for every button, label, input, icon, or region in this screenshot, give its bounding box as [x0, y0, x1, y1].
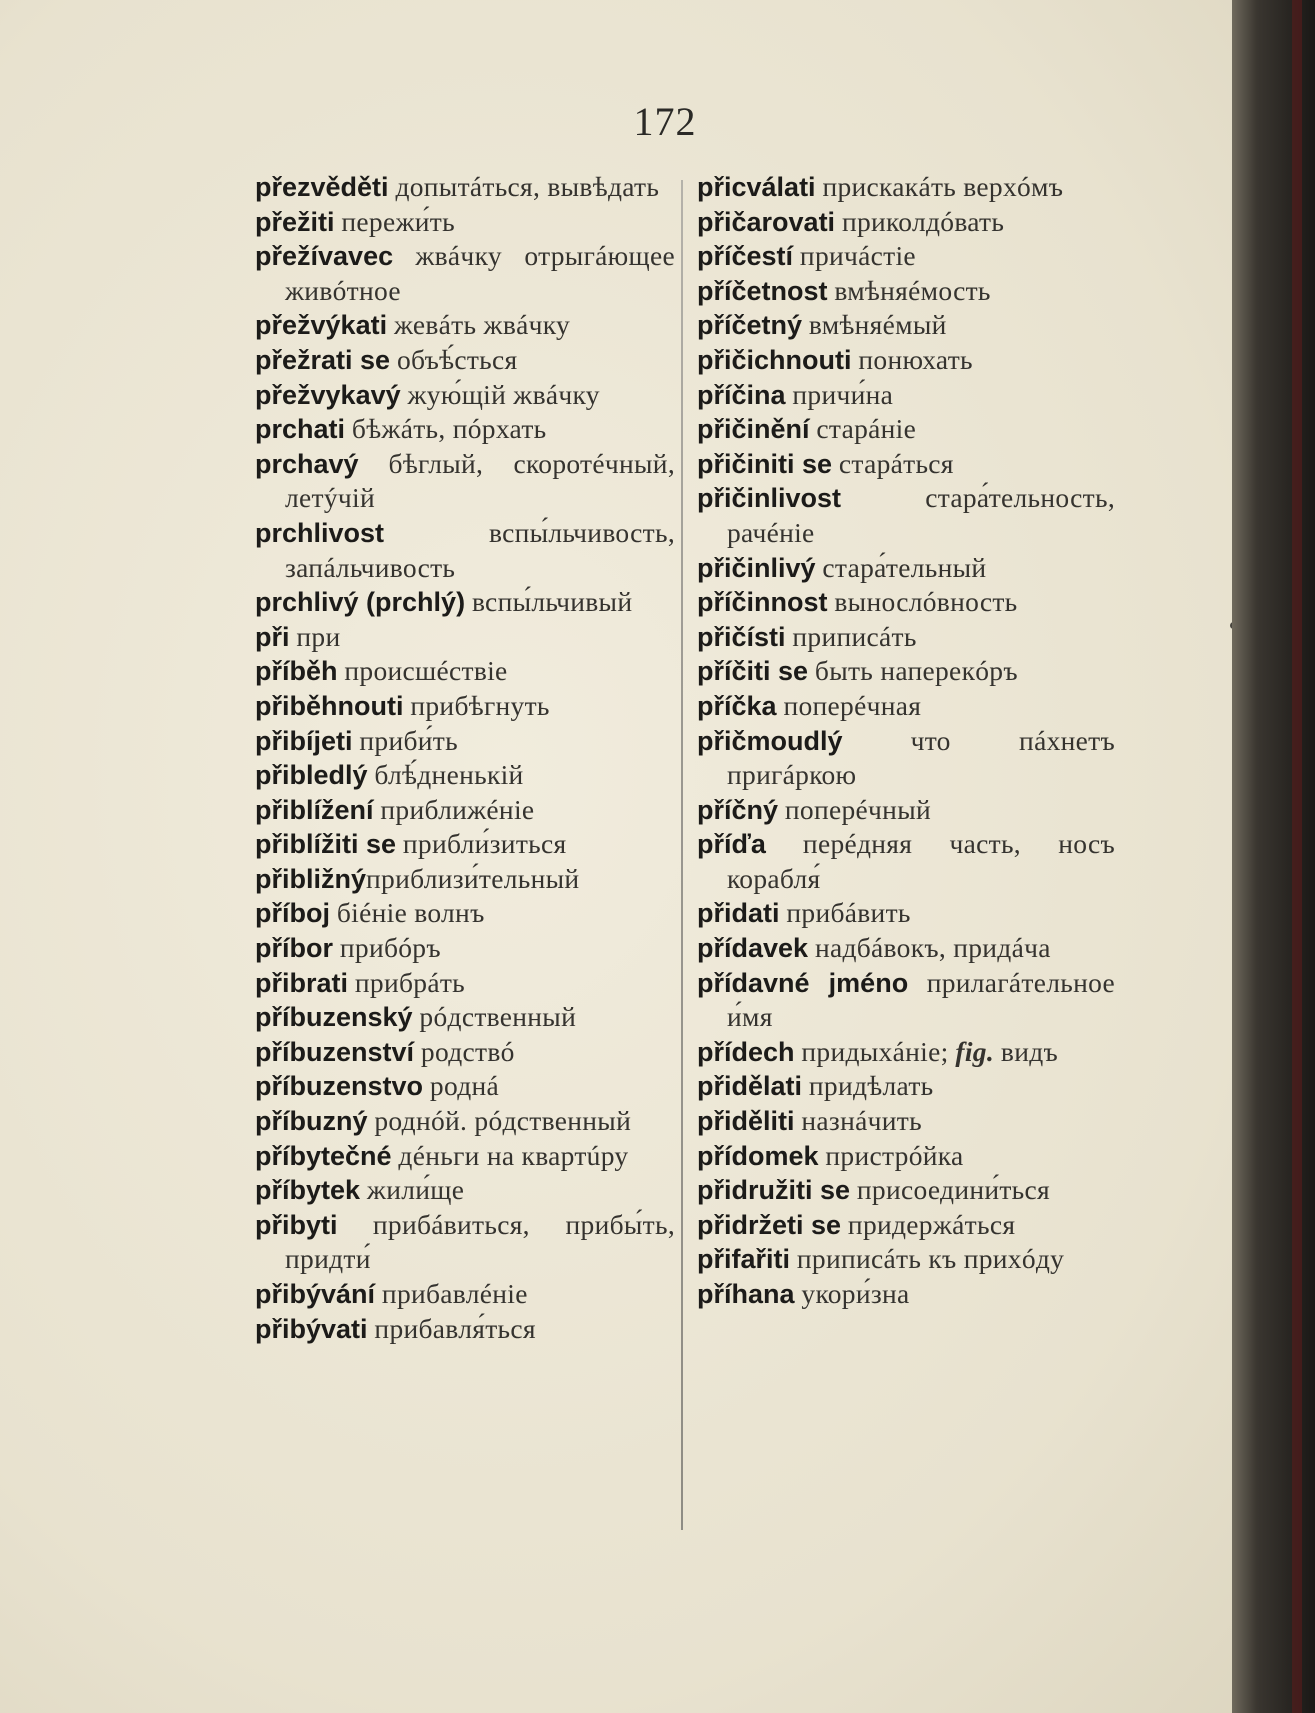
- headword: přežiti: [255, 206, 335, 237]
- headword: přifařiti: [697, 1244, 791, 1275]
- dictionary-entry: [697, 447, 1115, 482]
- headword: přičinění: [697, 414, 810, 445]
- dictionary-entry: [697, 966, 1115, 1035]
- dictionary-column-right: [697, 170, 1115, 1312]
- dictionary-entry: [697, 378, 1115, 413]
- dictionary-entry: [255, 1104, 675, 1139]
- headword: přezvěděti: [255, 172, 389, 202]
- binding-strip: [1292, 0, 1302, 1713]
- dictionary-entry: [255, 170, 675, 205]
- translation: причáстіе: [799, 240, 916, 272]
- headword: přibíjeti: [255, 725, 353, 756]
- headword: příbuzenstvo: [255, 1071, 424, 1102]
- headword: přiběhnouti: [255, 690, 404, 721]
- dictionary-entry: [697, 1104, 1115, 1139]
- translation: приколдóвать: [841, 205, 1005, 237]
- dictionary-entry: [697, 170, 1115, 205]
- translation: старáніе: [816, 413, 917, 445]
- dictionary-entry: [255, 516, 675, 585]
- headword: přičiniti se: [697, 448, 833, 479]
- headword: přídomek: [697, 1140, 819, 1171]
- dictionary-entry: [255, 896, 675, 931]
- translation: приблизи́тельный: [366, 862, 580, 894]
- translation: поперéчный: [784, 793, 931, 825]
- dictionary-entry: [697, 205, 1115, 240]
- dictionary-entry: [697, 1242, 1115, 1277]
- translation: прискакáть верхóмъ: [822, 171, 1064, 202]
- translation: роднá: [429, 1070, 500, 1102]
- translation: роднóй. рóдственный: [374, 1105, 632, 1137]
- translation: родствó: [420, 1035, 515, 1067]
- dictionary-entry: [697, 1173, 1115, 1208]
- translation: старáться: [838, 447, 954, 479]
- dictionary-entry: [697, 274, 1115, 309]
- dictionary-entry: [255, 1139, 675, 1174]
- translation: прибáвить: [786, 897, 911, 929]
- dictionary-entry: [697, 239, 1115, 274]
- translation: вмѣняéмый: [808, 309, 947, 341]
- translation: бѣглый, скоротéчный, летýчій: [285, 447, 675, 514]
- headword: přežrati se: [255, 344, 391, 375]
- headword: příčetnost: [697, 275, 828, 306]
- headword: příčestí: [697, 241, 794, 272]
- translation: дéньги на квартúру: [398, 1139, 629, 1171]
- dictionary-entry: [255, 758, 675, 793]
- translation: жую́щій жвáчку: [407, 378, 600, 410]
- translation: прибли́зиться: [402, 828, 567, 860]
- headword: příbytečné: [255, 1140, 392, 1171]
- dictionary-entry: [255, 793, 675, 828]
- dictionary-entry: [255, 1035, 675, 1070]
- headword: příčný: [697, 794, 779, 825]
- headword: příčetný: [697, 310, 803, 341]
- headword: přídavné jméno: [697, 967, 909, 998]
- page-edge-shadow: [1232, 0, 1315, 1713]
- dictionary-entry: [255, 620, 675, 655]
- headword: prchlivý (prchlý): [255, 587, 466, 618]
- translation: жвáчку отрыгáющее живóтное: [285, 240, 675, 306]
- translation: стара́тельный: [822, 551, 987, 583]
- dictionary-entry: [697, 1035, 1115, 1070]
- translation: происшéствіе: [344, 655, 508, 687]
- translation: пережи́ть: [341, 205, 455, 237]
- translation: что пáхнетъ пригáркою: [727, 724, 1115, 791]
- dictionary-entry: [697, 931, 1115, 966]
- headword: přiblížení: [255, 794, 374, 825]
- dictionary-entry: [255, 378, 675, 413]
- headword: přičísti: [697, 621, 786, 652]
- dictionary-entry: [255, 308, 675, 343]
- dictionary-entry: [697, 654, 1115, 689]
- headword: prchati: [255, 414, 346, 445]
- translation: приближéніе: [380, 793, 535, 825]
- translation: вмѣняéмость: [834, 274, 991, 306]
- headword: přibližný: [255, 863, 367, 894]
- translation: прибавля́ться: [374, 1312, 536, 1344]
- translation: блѣ́дненькій: [374, 759, 524, 791]
- headword: přiděliti: [697, 1106, 795, 1137]
- headword: přidržeti se: [697, 1209, 842, 1240]
- dictionary-entry: [697, 1139, 1115, 1174]
- translation: прибѣгнуть: [410, 689, 550, 721]
- headword: přibývání: [255, 1279, 376, 1309]
- dictionary-entry: [697, 308, 1115, 343]
- dictionary-entry: [697, 585, 1115, 620]
- headword: přičarovati: [697, 206, 836, 237]
- dictionary-entry: [697, 412, 1115, 447]
- translation: при: [296, 620, 341, 652]
- headword: přibrati: [255, 967, 349, 998]
- translation: понюхать: [858, 343, 973, 375]
- headword: přičinlivost: [697, 483, 842, 514]
- translation: присоедини́ться: [856, 1174, 1050, 1206]
- translation: пристрóйка: [825, 1139, 964, 1171]
- translation: придѣлать: [808, 1070, 934, 1102]
- headword: přiblížiti se: [255, 829, 397, 860]
- headword: příbytek: [255, 1175, 361, 1206]
- dictionary-entry: [697, 1069, 1115, 1104]
- headword: příhana: [697, 1279, 795, 1309]
- headword: přidělati: [697, 1071, 803, 1102]
- translation-abbrev: [955, 1036, 994, 1067]
- translation: причи́на: [792, 378, 894, 410]
- dictionary-entry: [255, 1173, 675, 1208]
- headword: prchavý: [255, 448, 359, 479]
- dictionary-entry: [697, 343, 1115, 378]
- dictionary-entry: [255, 1277, 675, 1312]
- headword: příčiti se: [697, 656, 809, 687]
- translation: видъ: [1000, 1035, 1059, 1067]
- dictionary-entry: [697, 481, 1115, 550]
- dictionary-entry: [255, 1208, 675, 1277]
- dictionary-entry: [697, 724, 1115, 793]
- headword: příčka: [697, 690, 777, 721]
- headword: příbuzenský: [255, 1002, 413, 1033]
- dictionary-entry: [697, 551, 1115, 586]
- headword: přičichnouti: [697, 344, 852, 375]
- dictionary-entry: [697, 1208, 1115, 1243]
- translation: объѣ́сться: [396, 343, 518, 375]
- translation: перéдняя часть, носъ корабля́: [727, 828, 1116, 894]
- dictionary-entry: [255, 205, 675, 240]
- translation: вынослóвность: [834, 586, 1018, 618]
- dictionary-entry: [697, 689, 1115, 724]
- translation: вспы́льчивый: [471, 586, 633, 618]
- dictionary-entry: [255, 654, 675, 689]
- headword: při: [255, 621, 290, 652]
- dictionary-entry: [255, 412, 675, 447]
- headword: příbuzný: [255, 1106, 368, 1137]
- headword: příboj: [255, 898, 330, 929]
- dictionary-entry: [697, 896, 1115, 931]
- dictionary-entry: [255, 1000, 675, 1035]
- translation: надбáвокъ, придáча: [814, 932, 1051, 964]
- headword: přibývati: [255, 1313, 368, 1344]
- headword: přidati: [697, 898, 780, 929]
- page-number: 172: [633, 99, 697, 144]
- translation: придержáться: [847, 1208, 1016, 1240]
- headword: příbuzenství: [255, 1036, 415, 1067]
- translation: укори́зна: [801, 1278, 910, 1309]
- dictionary-entry: [697, 620, 1115, 655]
- translation: рóдственный: [419, 1001, 577, 1033]
- translation: прибавлéніе: [381, 1278, 528, 1309]
- headword: přičmoudlý: [697, 725, 843, 756]
- headword: přežívavec: [255, 241, 394, 272]
- dictionary-entry: [255, 1312, 675, 1347]
- headword: příbor: [255, 933, 333, 964]
- translation: бѣжáть, пóрхать: [351, 413, 547, 445]
- dictionary-entry: [255, 827, 675, 862]
- translation: жевáть жвáчку: [393, 309, 571, 341]
- translation: придыхáніе;: [801, 1035, 949, 1067]
- headword: přídech: [697, 1036, 795, 1067]
- headword: přežvýkati: [255, 310, 388, 341]
- italic-abbreviation: fig.: [955, 1035, 995, 1067]
- headword: přidružiti se: [697, 1175, 851, 1206]
- headword: přibledlý: [255, 760, 368, 791]
- translation: жили́ще: [366, 1174, 465, 1206]
- dictionary-entry: [255, 585, 675, 620]
- dictionary-entry: [255, 1069, 675, 1104]
- headword: příčinnost: [697, 587, 828, 618]
- column-divider: [681, 180, 683, 1530]
- headword: příčina: [697, 379, 786, 410]
- dictionary-entry: [255, 689, 675, 724]
- headword: přežvykavý: [255, 379, 401, 410]
- translation: поперéчная: [783, 689, 922, 721]
- dictionary-entry: [255, 239, 675, 308]
- translation: прибóръ: [339, 932, 441, 964]
- headword: přičinlivý: [697, 552, 816, 583]
- dictionary-entry: [697, 793, 1115, 828]
- dictionary-entry: [255, 931, 675, 966]
- translation: приписáть къ прихóду: [796, 1243, 1065, 1275]
- dictionary-entry: [255, 343, 675, 378]
- dictionary-entry: [697, 827, 1115, 896]
- headword: prchlivost: [255, 517, 385, 548]
- dictionary-entry: [255, 447, 675, 516]
- translation: прибрáть: [354, 966, 465, 998]
- translation: біéніе волнъ: [336, 897, 485, 929]
- translation: стара́тельность, рачéніе: [727, 482, 1115, 548]
- translation: прилагáтельное и́мя: [727, 966, 1115, 1033]
- dictionary-entry: [255, 966, 675, 1001]
- dictionary-entry: [697, 1277, 1115, 1312]
- dictionary-entry: [255, 724, 675, 759]
- dictionary-column-left: [255, 170, 675, 1346]
- translation: прибáвиться, прибы́ть, придти́: [285, 1208, 675, 1275]
- headword: příďa: [697, 829, 766, 860]
- headword: přibyti: [255, 1209, 338, 1240]
- translation: допытáться, вывѣдать: [395, 171, 660, 202]
- dictionary-entry: [255, 862, 675, 897]
- headword: přídavek: [697, 933, 809, 964]
- translation: приписáть: [792, 620, 917, 652]
- translation: приби́ть: [359, 724, 458, 756]
- headword: příběh: [255, 656, 338, 687]
- headword: přicválati: [697, 172, 816, 202]
- translation: быть наперекóръ: [814, 655, 1018, 687]
- translation: назнáчить: [801, 1105, 922, 1137]
- translation: вспы́льчивость, запáльчивость: [285, 516, 675, 583]
